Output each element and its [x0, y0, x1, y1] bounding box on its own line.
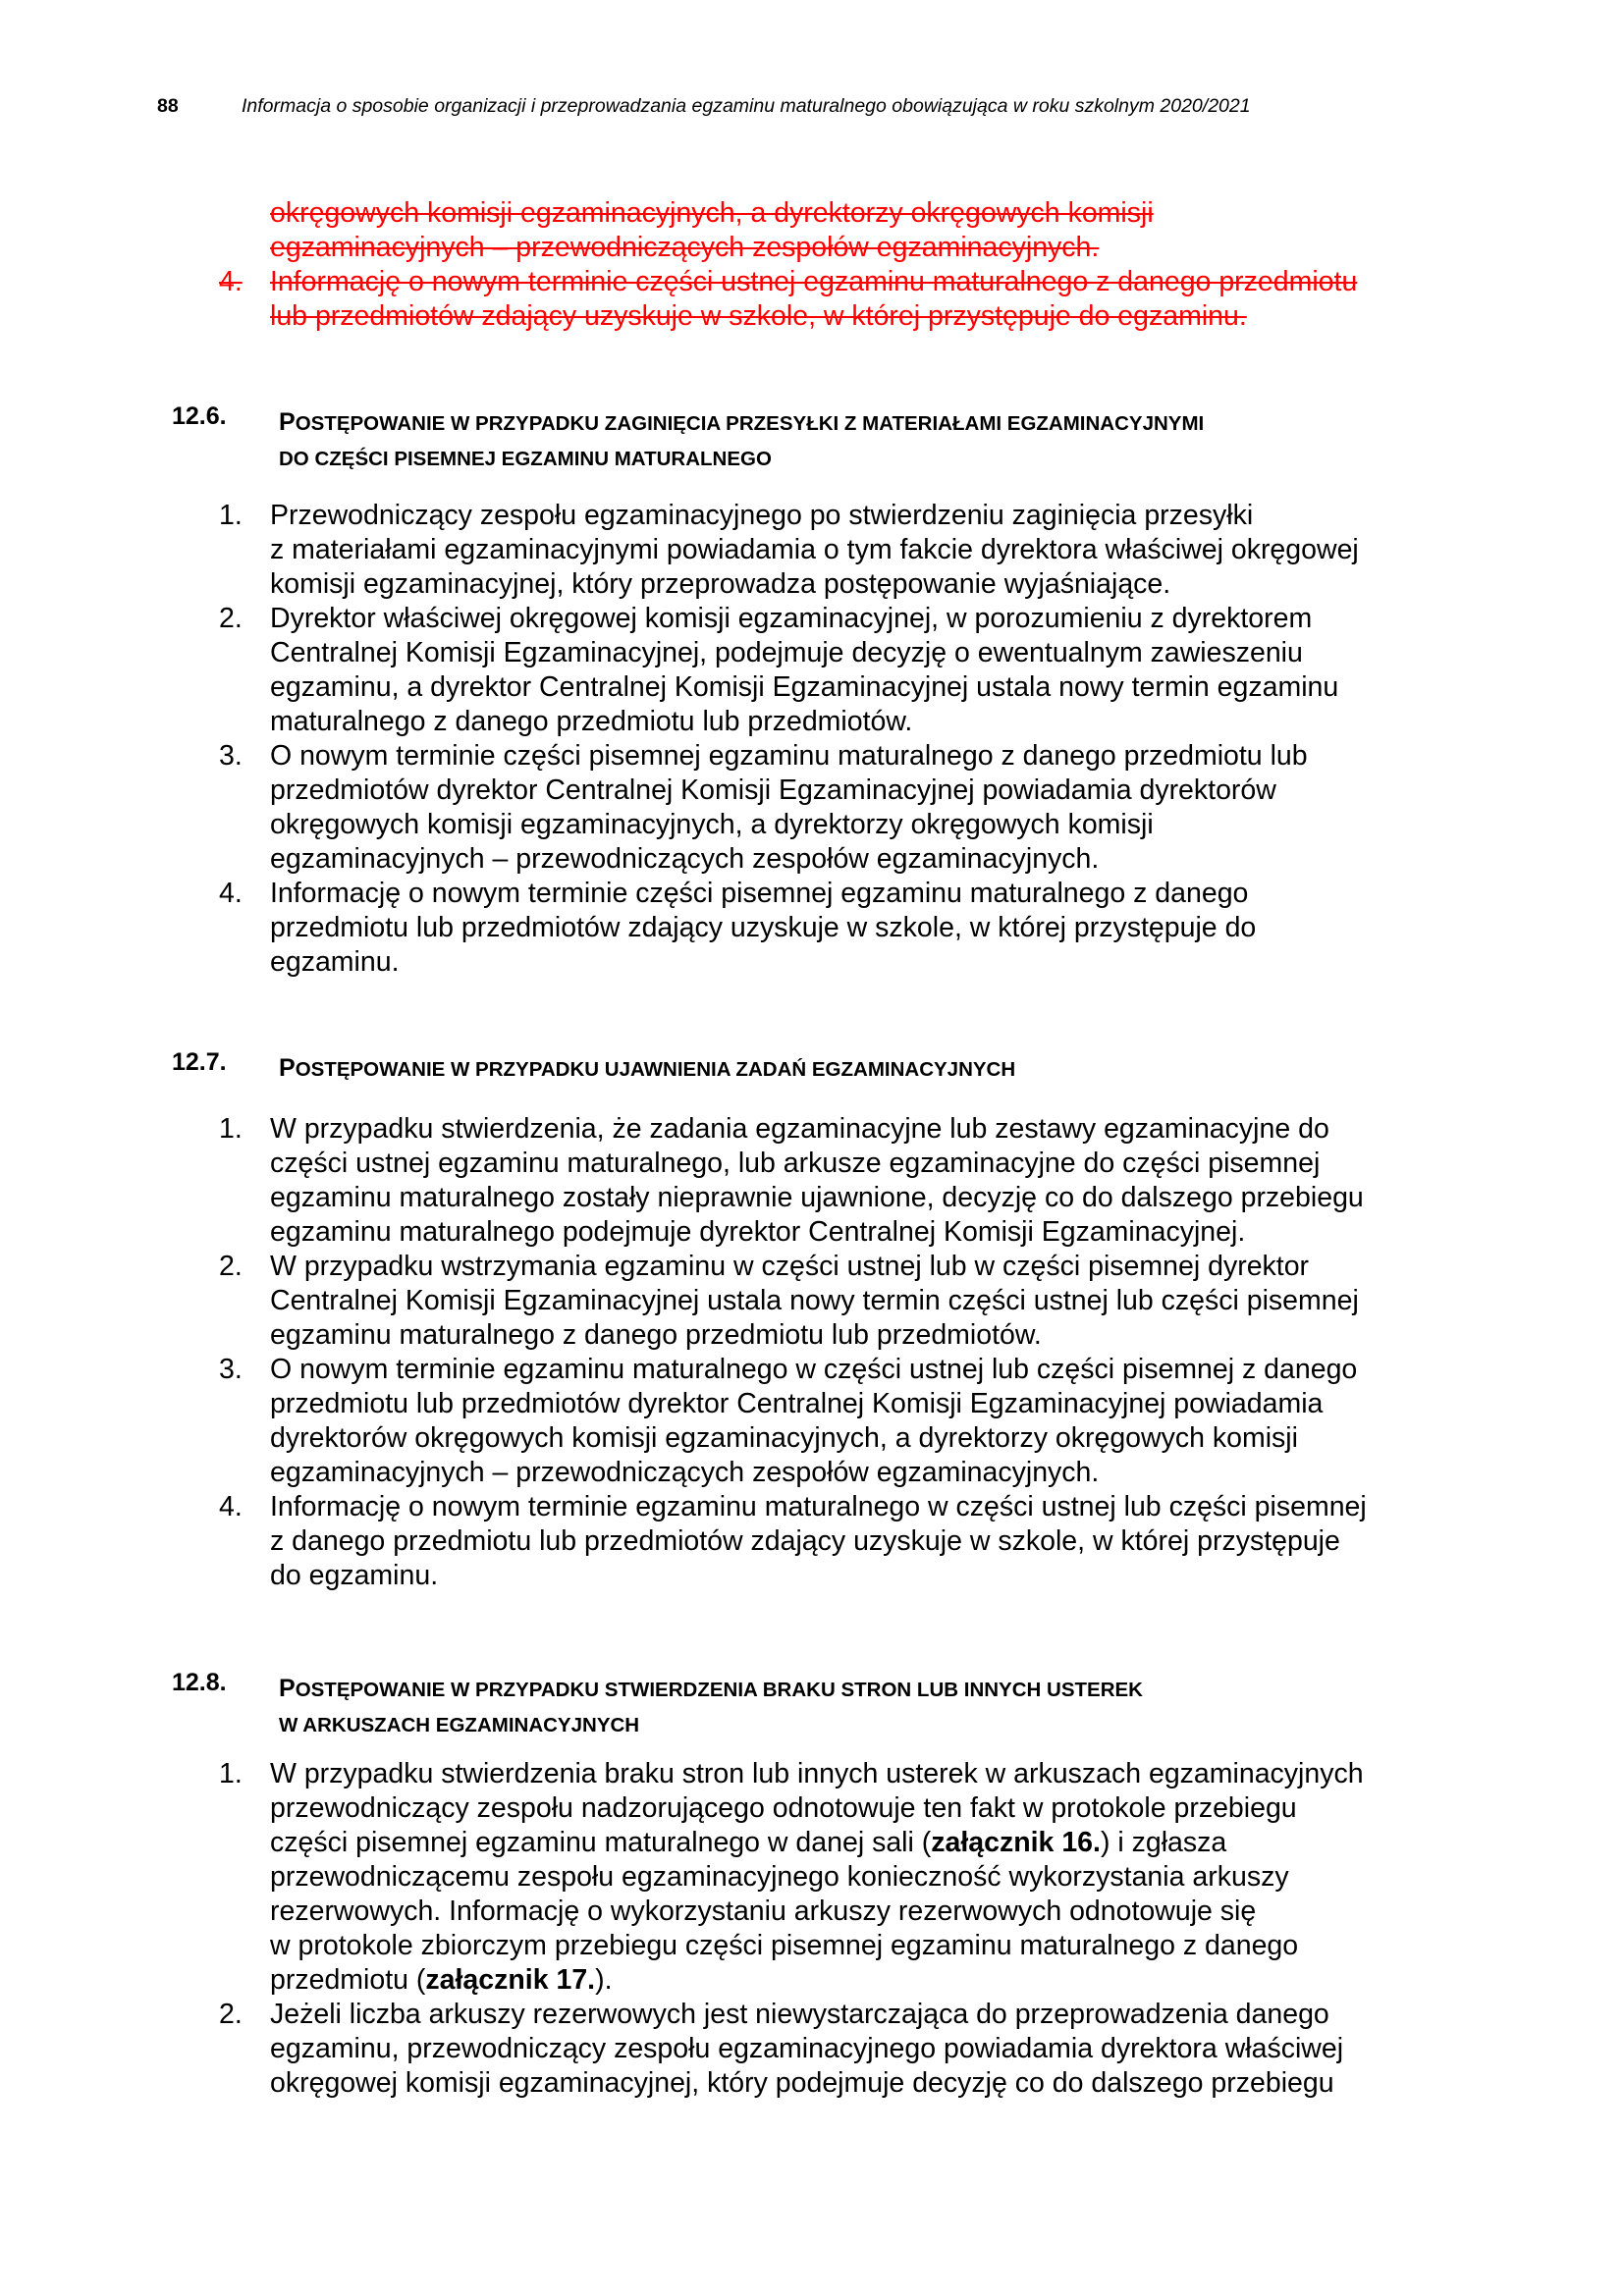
text-line: egzaminacyjnych – przewodniczących zespołów egzaminacyjnych. [270, 232, 1100, 263]
list-item: 1. Przewodniczący zespołu egzaminacyjnego po stwierdzeniu zaginięcia przesyłki z materiałami egzaminacyjnymi powiadamia o tym fakcie dyrektora właściwej okręgowej komisji egzaminacyjnej, który przeprowadza postępowanie wyjaśniające. [219, 500, 1359, 600]
attachment-reference: załącznik 16. [931, 1827, 1101, 1858]
text-line: lub przedmiotów zdający uzyskuje w szkole, w której przystępuje do egzaminu. [270, 300, 1247, 332]
attachment-reference: załącznik 17. [425, 1964, 596, 1996]
header-title: Informacja o sposobie organizacji i przeprowadzania egzaminu maturalnego obowiązująca w roku szkolnym 2020/2021 [242, 95, 1251, 117]
list-item: 4. Informację o nowym terminie egzaminu maturalnego w części ustnej lub części pisemnej z danego przedmiotu lub przedmiotów zdający uzyskuje w szkole, w której przystępuje do egzaminu. [219, 1491, 1367, 1591]
list-item: 1. W przypadku stwierdzenia, że zadania egzaminacyjne lub zestawy egzaminacyjne do części ustnej egzaminu maturalnego, lub arkusze egzaminacyjne do części pisemnej egzaminu maturalnego zostały nieprawnie ujawnione, decyzję co do dalszego przebiegu egzaminu maturalnego podejmuje dyrektor Centralnej Komisji Egzaminacyjnej. [219, 1113, 1364, 1248]
deleted-text-block [0, 196, 1624, 334]
list-item: 3. O nowym terminie egzaminu maturalnego w części ustnej lub części pisemnej z danego przedmiotu lub przedmiotów dyrektor Centralnej Komisji Egzaminacyjnej powiadamia dyrektorów okręgowych komisji egzaminacyjnych, a dyrektorzy okręgowych komisji egzaminacyjnych – przewodniczących zespołów egzaminacyjnych. [219, 1354, 1358, 1488]
section-number: 12.8. [172, 1669, 227, 1696]
deleted-list-item [0, 265, 1478, 334]
section-title: POSTĘPOWANIE W PRZYPADKU ZAGINIĘCIA PRZESYŁKI Z MATERIAŁAMI EGZAMINACYJNYMI DO CZĘŚCI PISEMNEJ EGZAMINU MATURALNEGO [279, 408, 1205, 470]
page-number: 88 [157, 95, 179, 117]
list-number: 4. [219, 266, 243, 297]
section-list [0, 1112, 1624, 1593]
list-item: 2. Dyrektor właściwej okręgowej komisji egzaminacyjnej, w porozumieniu z dyrektorem Centralnej Komisji Egzaminacyjnej, podejmuje decyzję o ewentualnym zawieszeniu egzaminu, a dyrektor Centralnej Komisji Egzaminacyjnej ustala nowy termin egzaminu maturalnego z danego przedmiotu lub przedmiotów. [219, 603, 1339, 737]
section-list [0, 1757, 1624, 2101]
list-item: 4. Informację o nowym terminie części pisemnej egzaminu maturalnego z danego przedmiotu lub przedmiotów zdający uzyskuje w szkole, w której przystępuje do egzaminu. [219, 878, 1257, 978]
section-number: 12.7. [172, 1048, 227, 1076]
section-title: POSTĘPOWANIE W PRZYPADKU STWIERDZENIA BRAKU STRON LUB INNYCH USTEREK W ARKUSZACH EGZAMINACYJNYCH [279, 1675, 1143, 1736]
list-item: 2. W przypadku wstrzymania egzaminu w części ustnej lub w części pisemnej dyrektor Centralnej Komisji Egzaminacyjnej ustala nowy termin części ustnej lub części pisemnej egzaminu maturalnego z danego przedmiotu lub przedmiotów. [219, 1251, 1359, 1351]
text-line: okręgowych komisji egzaminacyjnych, a dyrektorzy okręgowych komisji [270, 197, 1154, 229]
section-list [0, 499, 1624, 980]
section-title: POSTĘPOWANIE W PRZYPADKU UJAWNIENIA ZADAŃ EGZAMINACYJNYCH [279, 1054, 1016, 1082]
deleted-continuation [0, 196, 1478, 265]
list-item: 2. Jeżeli liczba arkuszy rezerwowych jest niewystarczająca do przeprowadzenia danego egzaminu, przewodniczący zespołu egzaminacyjnego powiadamia dyrektora właściwej okręgowej komisji egzaminacyjnej, który podejmuje decyzję co do dalszego przebiegu [219, 1999, 1344, 2099]
list-item: 3. O nowym terminie części pisemnej egzaminu maturalnego z danego przedmiotu lub przedmiotów dyrektor Centralnej Komisji Egzaminacyjnej powiadamia dyrektorów okręgowych komisji egzaminacyjnych, a dyrektorzy okręgowych komisji egzaminacyjnych – przewodniczących zespołów egzaminacyjnych. [219, 740, 1308, 875]
section-number: 12.6. [172, 402, 227, 430]
text-line: Informację o nowym terminie części ustnej egzaminu maturalnego z danego przedmiotu [270, 266, 1358, 297]
list-item: 1. W przypadku stwierdzenia braku stron lub innych usterek w arkuszach egzaminacyjnych przewodniczący zespołu nadzorującego odnotowuje ten fakt w protokole przebiegu części pisemnej egzaminu maturalnego w danej sali (załącznik 16.) i zgłasza przewodniczącemu zespołu egzaminacyjnego konieczność wykorzystania arkuszy rezerwowych. Informację o wykorzystaniu arkuszy rezerwowych odnotowuje się w protokole zbiorczym przebiegu części pisemnej egzaminu maturalnego z danego przedmiotu (załącznik 17.). [219, 1758, 1364, 1996]
